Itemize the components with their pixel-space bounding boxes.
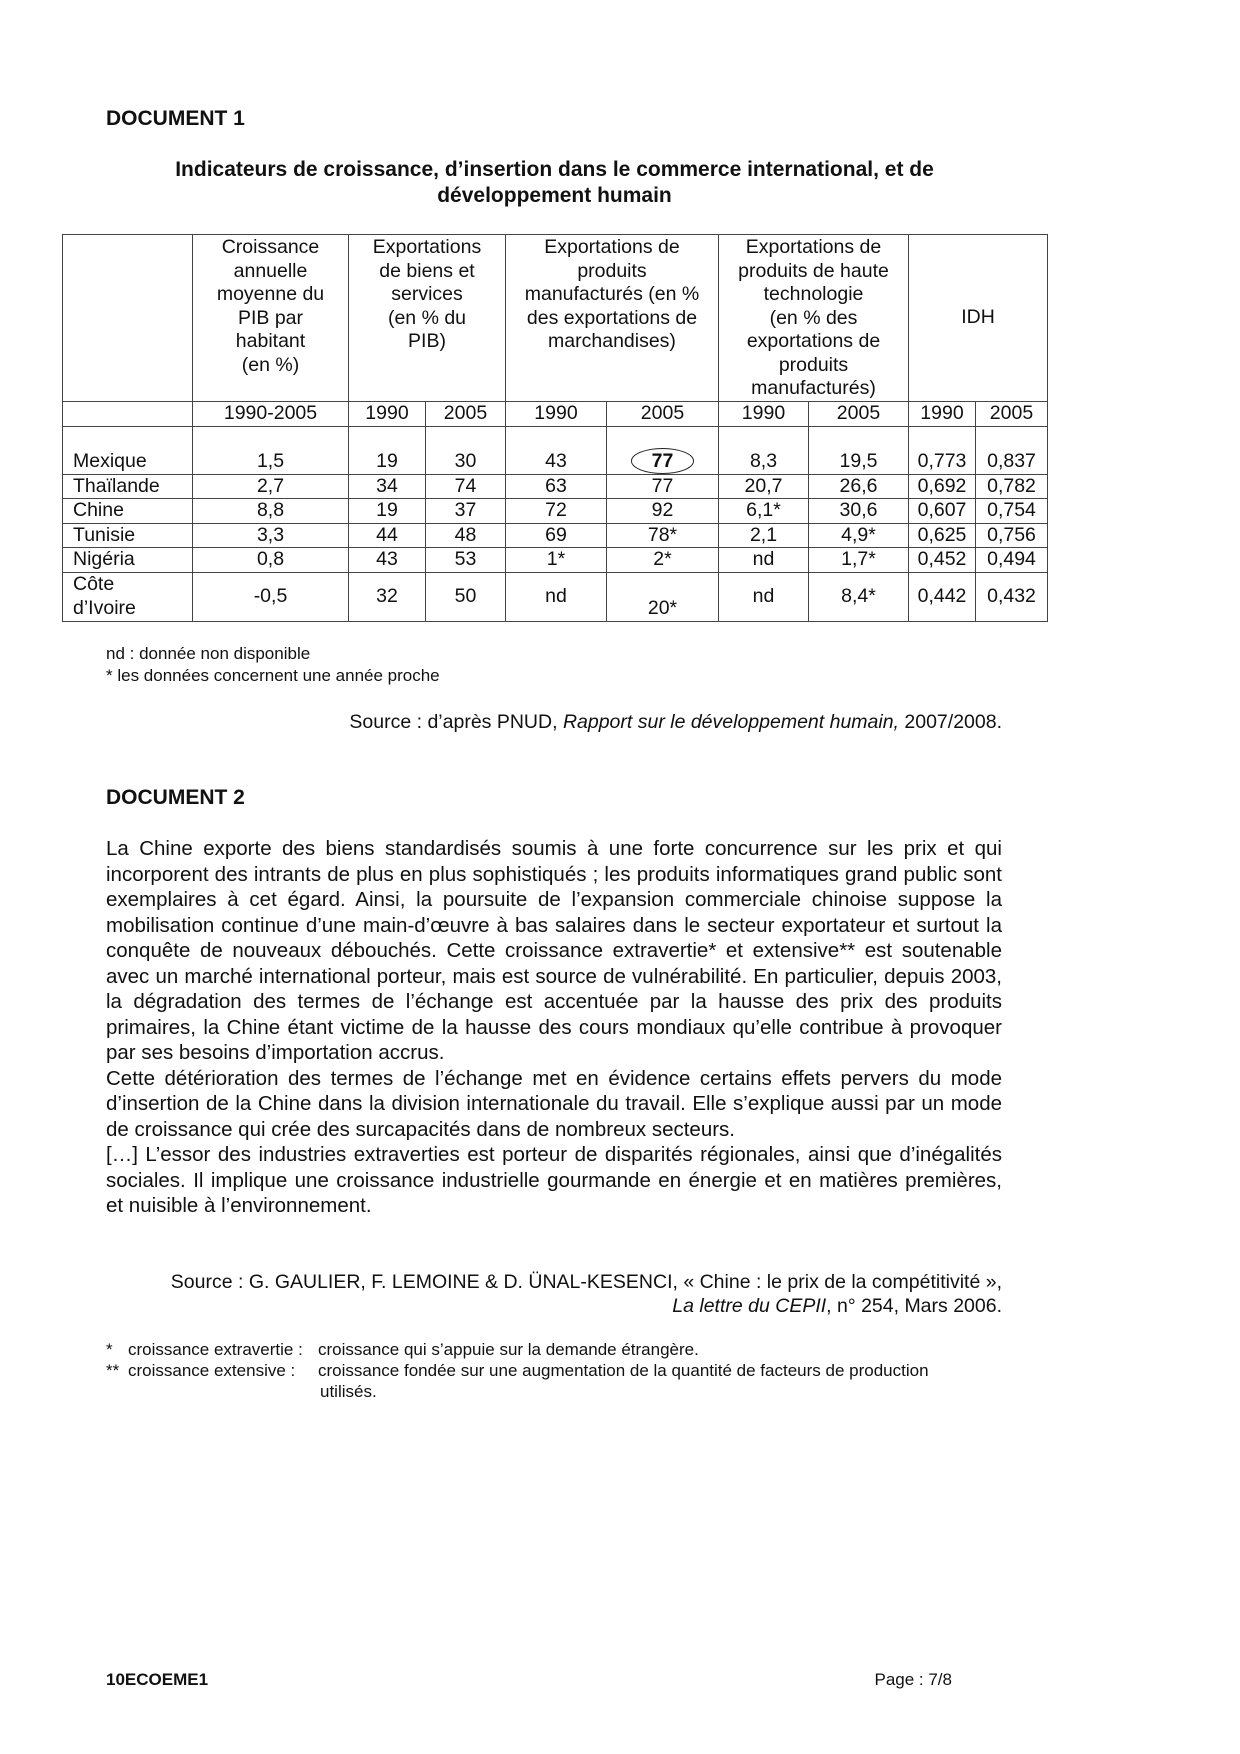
document-2-label: DOCUMENT 2 [106,786,245,809]
value-cell-highlighted [607,426,719,474]
header-line: marchandises) [548,330,676,352]
value-cell: 8,4* [809,572,909,621]
country-cell: Nigéria [63,548,193,573]
country-cell: Mexique [63,426,193,474]
year-cell: 1990-2005 [193,401,349,426]
header-line: Exportations [372,236,482,258]
table-row-tunisie [63,523,1048,548]
value-cell: 2* [607,548,719,573]
year-cell: 1990 [349,401,426,426]
header-idh: IDH [909,235,1048,402]
header-empty-cell [63,235,193,402]
table-row-chine [63,499,1048,524]
header-manufactured-exports [506,235,719,402]
header-line: Exportations de [745,236,882,258]
header-line: (en %) [241,353,300,376]
header-line: PIB) [408,330,446,352]
paragraph: La Chine exporte des biens standardisés soumis à une forte concurrence sur les prix et qui incorporent des intrants de plus en plus sophistiqués ; les produits informatiques grand public sont exemplaires à cet égard. Ainsi, la poursuite de l’expansion commerciale chinoise suppose la mobilisation continue d’une main-d’œuvre à bas salaires dans le secteur exportateur et surtout la conquête de nouveaux débouchés. Cette croissance extravertie* et extensive** est soutenable avec un marché international porteur, mais est source de vulnérabilité. En particulier, depuis 2003, la dégradation des termes de l’échange est accentuée par la hausse des prix des produits primaires, la Chine étant victime de la hausse des cours mondiaux qu’elle contribue à provoquer par ses besoins d’importation accrus. [106,837,1002,1064]
value-cell: 20* [607,572,719,621]
value-cell: 34 [349,474,426,499]
note-asterisk: * les données concernent une année proche [106,666,440,685]
footnote-definition-cont: utilisés. [320,1382,377,1401]
value-cell: 8,8 [193,499,349,524]
value-cell: 74 [426,474,506,499]
year-cell: 2005 [607,401,719,426]
value-cell: 0,692 [909,474,976,499]
country-cell: Chine [63,499,193,524]
year-cell: 1990 [909,401,976,426]
page-number: Page : 7/8 [874,1670,952,1689]
header-line: produits [778,353,849,376]
header-exports [349,235,506,402]
header-line: produits [577,259,647,282]
value-cell: 20,7 [719,474,809,499]
document-2-body [106,836,1002,1219]
value-cell: nd [719,572,809,621]
header-line: annuelle [233,259,308,282]
value-cell: 0,432 [976,572,1048,621]
paragraph: Cette détérioration des termes de l’échange met en évidence certains effets pervers du mode d’insertion de la Chine dans la division internationale du travail. Elle s’explique aussi par un mode de croissance qui crée des surcapacités dans de nombreux secteurs. [106,1066,1002,1141]
value-cell: -0,5 [193,572,349,621]
value-cell: 44 [349,523,426,548]
country-line: d’Ivoire [73,596,136,619]
source-prefix: Source : d’après PNUD, [349,711,563,733]
value-cell: 37 [426,499,506,524]
document-1-source [106,710,1002,734]
document-1-title [62,157,1047,209]
year-empty-cell [63,401,193,426]
header-line: (en % du [387,306,467,329]
country-line: Côte [73,573,115,595]
value-cell: 32 [349,572,426,621]
table-row-nigeria [63,548,1048,573]
value-cell: 48 [426,523,506,548]
header-line: habitant [235,330,306,352]
value-cell: 78* [607,523,719,548]
value-cell: 92 [607,499,719,524]
value-cell: 2,1 [719,523,809,548]
country-cell: Thaïlande [63,474,193,499]
indicators-table [62,234,1048,622]
value-cell: 1* [506,548,607,573]
table-row-cote-divoire [63,572,1048,621]
title-line-1: Indicateurs de croissance, d’insertion dans le commerce international, et de [175,158,934,181]
footnotes [106,1339,1002,1402]
value-cell: 19 [349,426,426,474]
header-line: de biens et [379,259,475,282]
footnote-mark: ** [106,1361,120,1380]
header-line: produits de haute [738,259,889,282]
footnote-term: croissance extravertie : [128,1340,303,1359]
value-cell: 26,6 [809,474,909,499]
header-line: manufacturés (en % [524,283,700,305]
header-line: technologie [763,283,864,305]
title-line-2: développement humain [437,184,672,207]
value-cell: 0,756 [976,523,1048,548]
value-cell: 19,5 [809,426,909,474]
note-nd: nd : donnée non disponible [106,644,311,663]
country-cell [63,572,193,621]
value-cell: 0,8 [193,548,349,573]
value-cell: 0,625 [909,523,976,548]
footnote-mark: * [106,1340,113,1359]
source-title: Rapport sur le développement humain, [562,711,899,733]
value-cell: nd [719,548,809,573]
source-issue: , n° 254, Mars 2006. [826,1295,1002,1317]
header-line: des exportations de [526,306,698,329]
header-line: exportations de [746,330,881,352]
header-line: PIB par [237,306,304,329]
year-cell: 1990 [719,401,809,426]
value-cell: 3,3 [193,523,349,548]
value-cell: 1,7* [809,548,909,573]
year-cell: 2005 [976,401,1048,426]
year-cell: 1990 [506,401,607,426]
value-cell: 30,6 [809,499,909,524]
value-cell: 43 [506,426,607,474]
value-cell: 43 [349,548,426,573]
value-cell: 53 [426,548,506,573]
value-cell: 8,3 [719,426,809,474]
value-cell: 0,607 [909,499,976,524]
value-cell: 2,7 [193,474,349,499]
header-line: moyenne du [216,283,325,305]
circled-value: 77 [631,448,695,474]
value-cell: 0,494 [976,548,1048,573]
footnote-2 [106,1360,1002,1381]
value-cell: 4,9* [809,523,909,548]
header-hightech-exports [719,235,909,402]
value-cell: 69 [506,523,607,548]
value-cell: 0,452 [909,548,976,573]
header-line: Exportations de [544,236,680,258]
table-notes [106,643,440,687]
value-cell: 77 [607,474,719,499]
value-cell: 72 [506,499,607,524]
header-growth [193,235,349,402]
table-header-row [63,235,1048,402]
source-line-2 [106,1294,1002,1318]
exam-code: 10ECOEME1 [106,1670,209,1689]
document-2-source [106,1270,1002,1318]
header-line: services [391,283,463,305]
source-line-1: Source : G. GAULIER, F. LEMOINE & D. ÜNAL-KESENCI, « Chine : le prix de la compétitivité », [170,1271,1002,1293]
year-cell: 2005 [809,401,909,426]
footnote-definition: croissance fondée sur une augmentation de la quantité de facteurs de production [318,1361,929,1380]
value-cell: 0,782 [976,474,1048,499]
document-1-label: DOCUMENT 1 [106,107,245,130]
value-cell: nd [506,572,607,621]
value-cell: 0,773 [909,426,976,474]
header-line: (en % des [769,306,858,329]
value-cell: 0,442 [909,572,976,621]
value-cell: 50 [426,572,506,621]
value-cell: 0,837 [976,426,1048,474]
value-cell: 19 [349,499,426,524]
footnote-1 [106,1339,1002,1360]
paragraph: […] L’essor des industries extraverties est porteur de disparités régionales, ainsi que d’inégalités sociales. Il implique une croissance industrielle gourmande en énergie et en matières premières, et nuisible à l’environnement. [106,1143,1002,1217]
source-journal: La lettre du CEPII [672,1295,827,1317]
header-line: Croissance [221,236,320,258]
year-cell: 2005 [426,401,506,426]
value-cell: 30 [426,426,506,474]
footnote-definition: croissance qui s’appuie sur la demande étrangère. [318,1340,699,1359]
country-cell: Tunisie [63,523,193,548]
table-row-thailande [63,474,1048,499]
table-row-mexique [63,426,1048,474]
value-cell: 0,754 [976,499,1048,524]
value-cell: 6,1* [719,499,809,524]
footnote-term: croissance extensive : [128,1361,296,1380]
value-cell: 63 [506,474,607,499]
value-cell: 1,5 [193,426,349,474]
header-line: manufacturés) [751,377,876,399]
table-years-row [63,401,1048,426]
source-suffix: 2007/2008. [898,711,1002,733]
